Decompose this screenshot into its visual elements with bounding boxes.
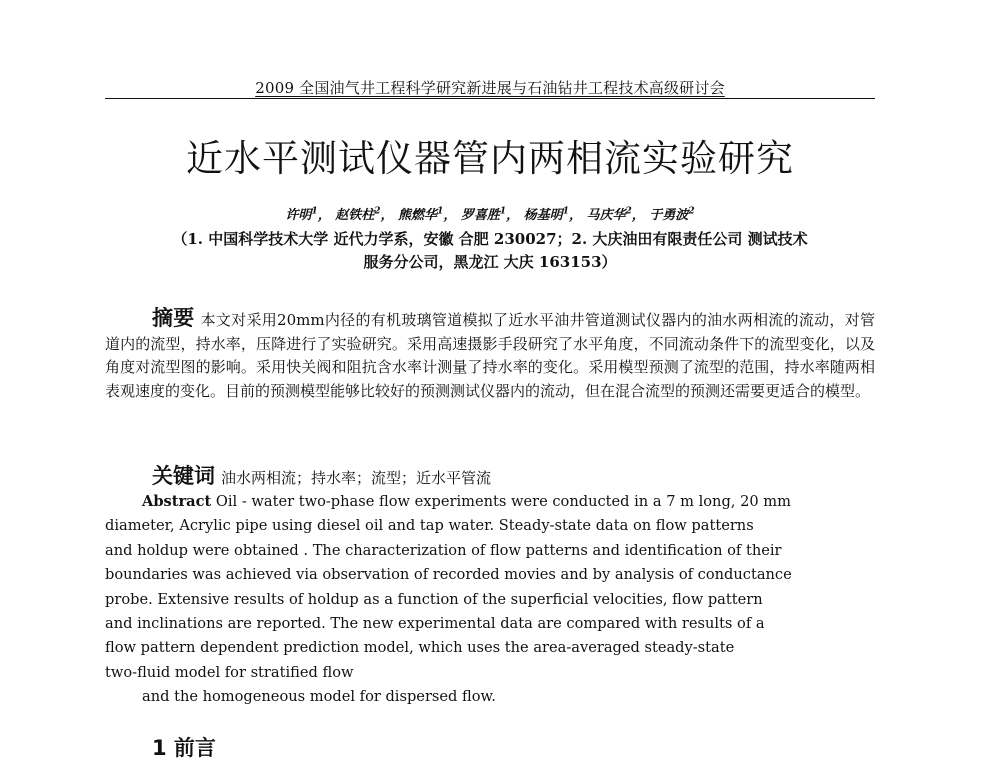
- section-heading-1: 1 前言: [152, 736, 216, 760]
- abstract-en-line: and holdup were obtained . The characterization of flow patterns and identification of their: [105, 541, 782, 559]
- affiliation-line: （1. 中国科学技术大学 近代力学系，安徽 合肥 230027；2. 大庆油田有限责任公司 测试技术: [172, 230, 808, 248]
- abstract-zh-label: 摘要: [152, 306, 195, 330]
- author: 罗喜胜$^1$: [460, 206, 507, 223]
- affiliation: [125, 228, 855, 274]
- abstract-chinese: [105, 307, 875, 403]
- abstract-english: [105, 490, 875, 710]
- abstract-en-line: and inclinations are reported. The new experimental data are compared with results of a: [105, 615, 765, 633]
- running-header: 2009 全国油气井工程科学研究新进展与石油钻井工程技术高级研讨会: [255, 79, 725, 97]
- keywords-label: 关键词: [152, 464, 215, 488]
- author: 许明$^1$: [285, 206, 318, 223]
- abstract-en-line: flow pattern dependent prediction model, which uses the area-averaged steady-state: [105, 639, 735, 657]
- paper-title: 近水平测试仪器管内两相流实验研究: [186, 137, 794, 180]
- author: 赵铁柱$^2$: [335, 206, 381, 223]
- abstract-en-line: boundaries was achieved via observation of recorded movies and by analysis of conductance: [105, 566, 792, 584]
- keywords-text: 油水两相流；持水率；流型；近水平管流: [221, 469, 492, 487]
- author: 马庆华$^2$: [586, 206, 632, 223]
- abstract-en-line: Abstract Oil - water two-phase flow experiments were conducted in a 7 m long, 20 mm: [142, 493, 791, 510]
- abstract-en-line: and the homogeneous model for dispersed flow.: [142, 688, 496, 706]
- author: 杨基明$^1$: [523, 206, 569, 223]
- author: 于勇波$^2$: [649, 206, 695, 223]
- abstract-en-line: diameter, Acrylic pipe using diesel oil and tap water. Steady-state data on flow patterns: [105, 517, 754, 535]
- keywords: [152, 460, 491, 490]
- abstract-en-line: probe. Extensive results of holdup as a function of the superficial velocities, flow pattern: [105, 590, 763, 608]
- affiliation-line: 服务分公司，黑龙江 大庆 163153）: [363, 253, 617, 271]
- abstract-en-line: two-fluid model for stratified flow: [105, 663, 354, 681]
- author: 熊燃华$^1$: [398, 206, 444, 223]
- header-rule: [105, 98, 875, 99]
- abstract-zh-text: 本文对采用20mm内径的有机玻璃管道模拟了近水平油井管道测试仪器内的油水两相流的流动，对管道内的流型，持水率，压降进行了实验研究。采用高速摄影手段研究了水平角度，不同流动条件下的流型变化，以及角度对流型图的影响。采用快关阀和阻抗含水率计测量了持水率的变化。采用模型预测了流型的范围，持水率随两相表观速度的变化。目前的预测模型能够比较好的预测测试仪器内的流动，但在混合流型的预测还需要更适合的模型。: [105, 311, 876, 400]
- abstract-en-label: Abstract: [142, 493, 212, 510]
- author-list: 许明$^1$， 赵铁柱$^2$， 熊燃华$^1$， 罗喜胜$^1$， 杨基明$^1$， 马庆华$^2$， 于勇波$^2$: [285, 206, 695, 223]
